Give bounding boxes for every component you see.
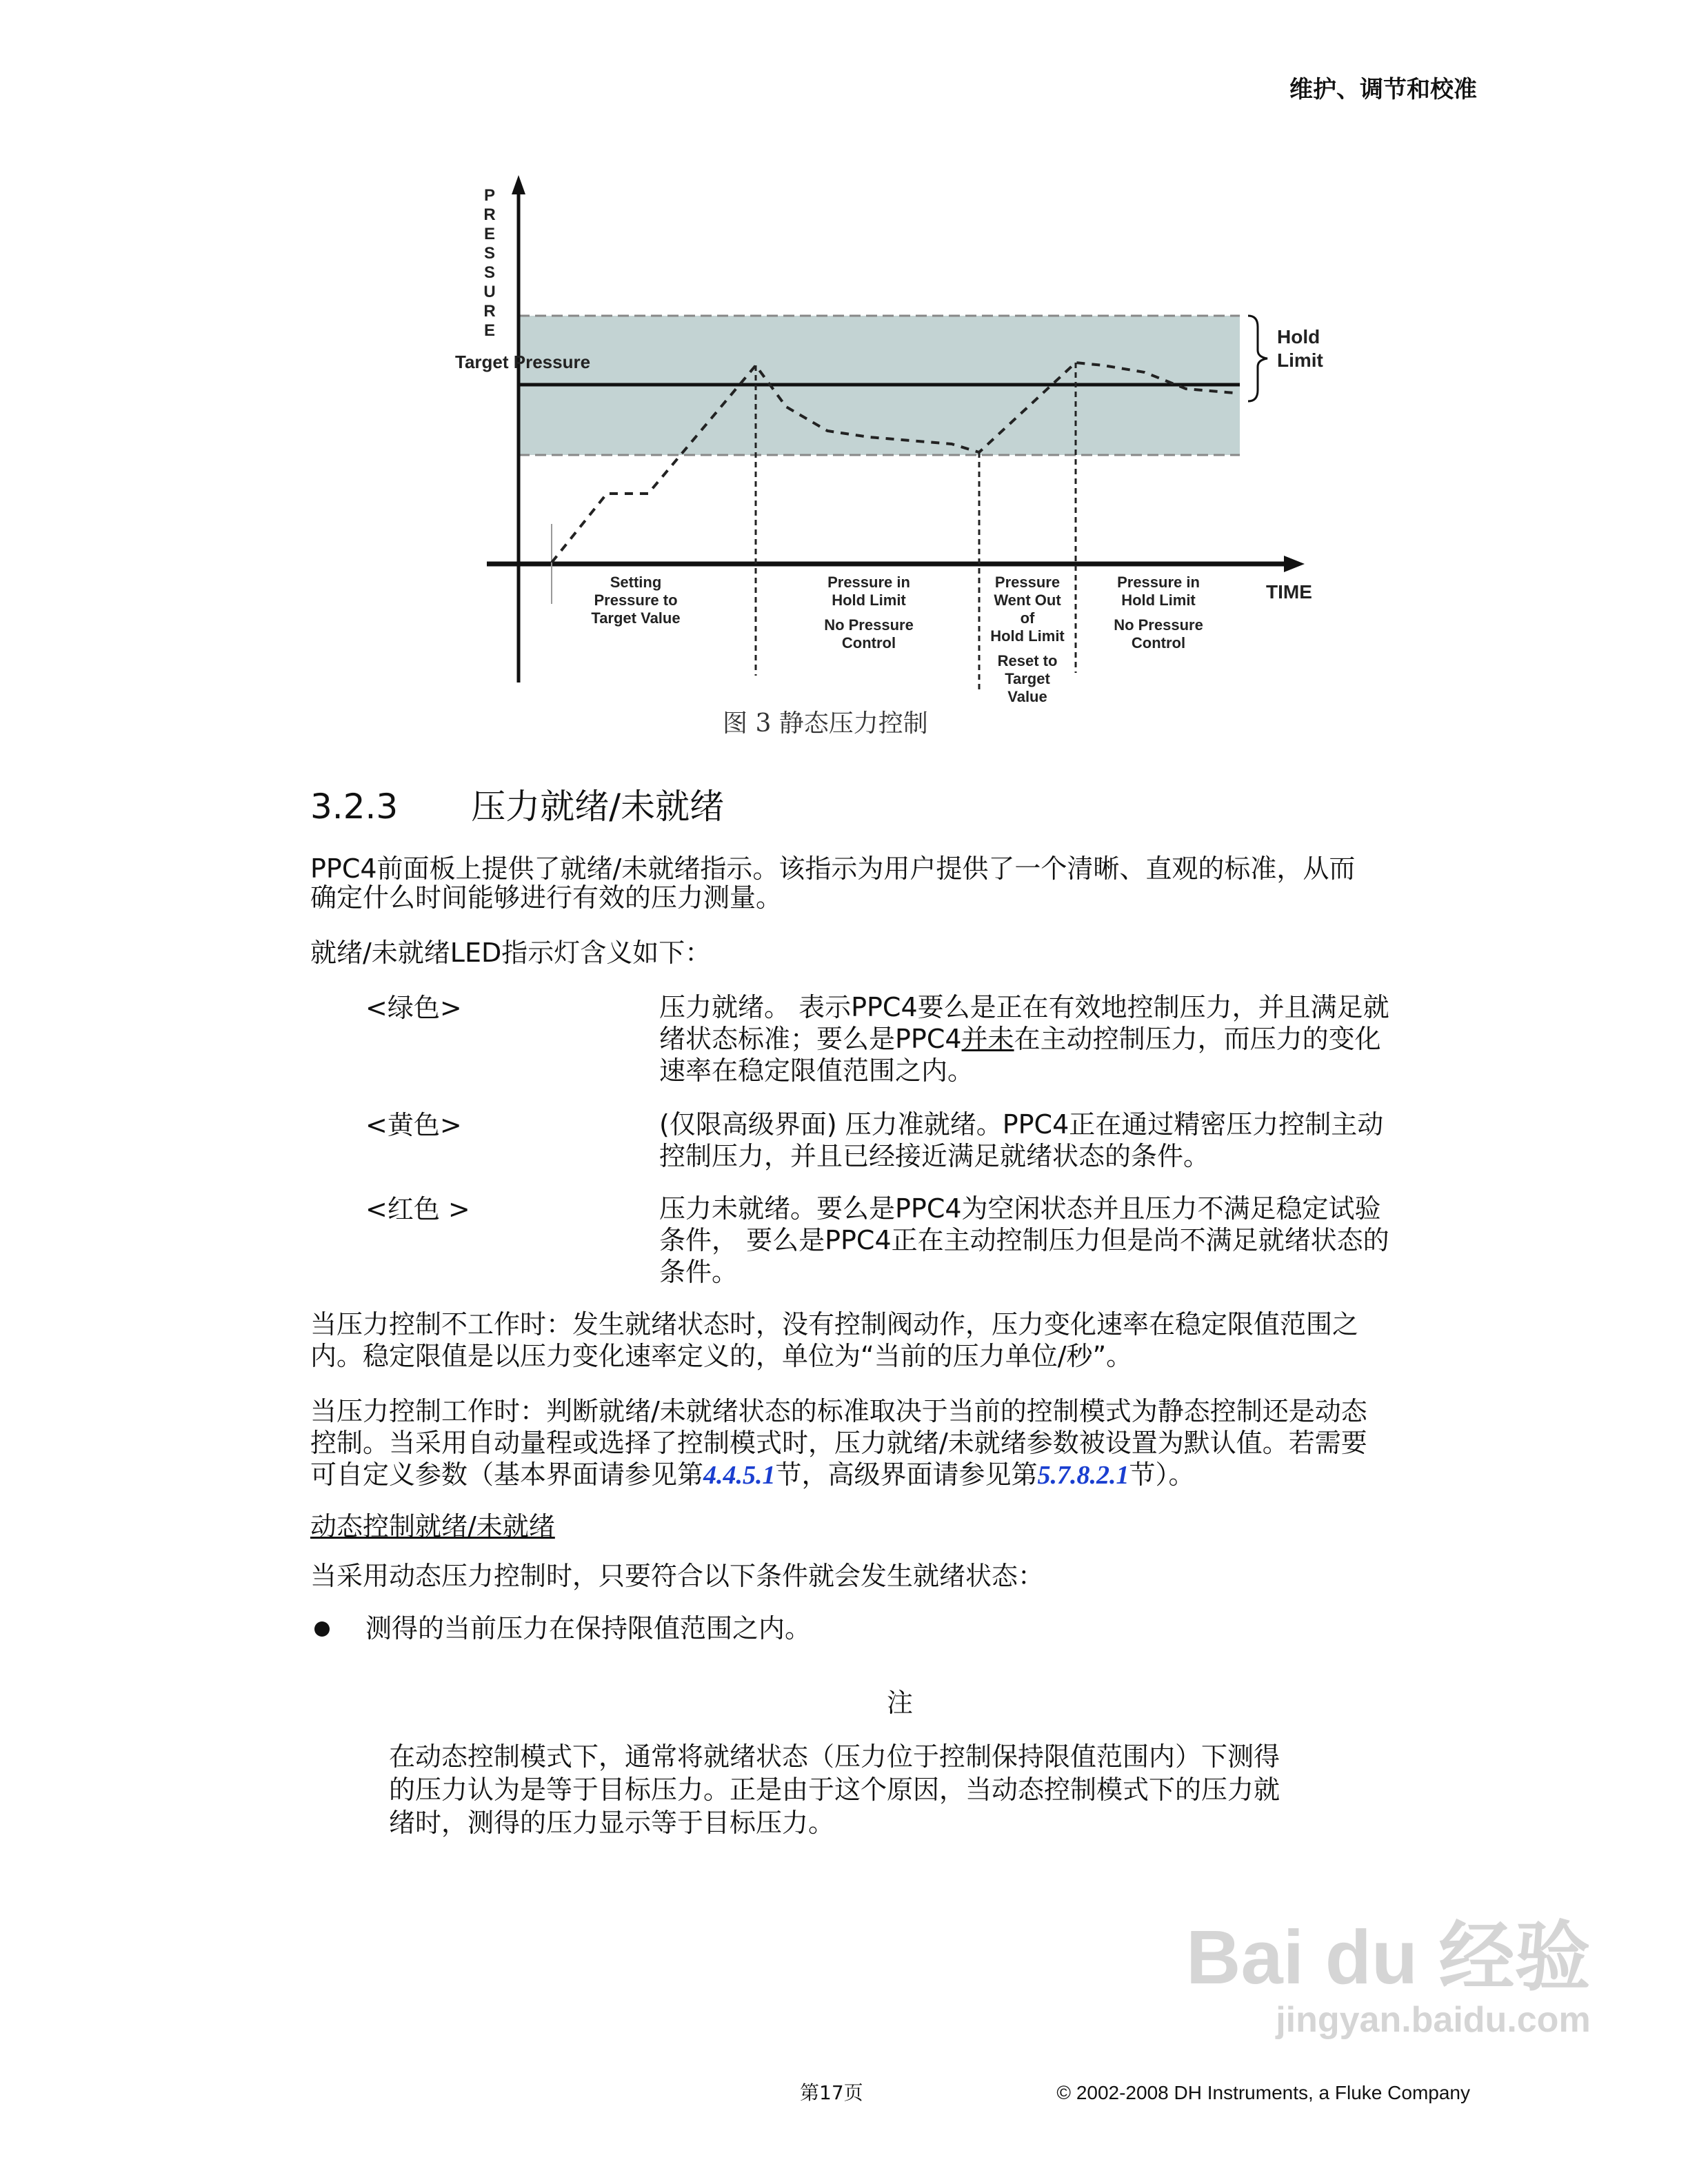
- hold-limit-label: Hold Limit: [1277, 326, 1323, 371]
- paragraph-control-off: 当压力控制不工作时：发生就绪状态时，没有控制阀动作，压力变化速率在稳定限值范围之 内。稳定限值是以压力变化速率定义的，单位为“当前的压力单位/秒”。: [310, 1309, 1359, 1371]
- target-pressure-label: Target Pressure: [455, 352, 591, 372]
- hold-limit-brace: [1248, 316, 1267, 401]
- led-desc-red: 压力未就绪。要么是PPC4为空闲状态并且压力不满足稳定试验 条件， 要么是PPC4正在主动控制压力但是尚不满足就绪状态的 条件。: [659, 1193, 1389, 1287]
- led-desc-yellow: (仅限高级界面) 压力准就绪。PPC4正在通过精密压力控制主动 控制压力，并且已经接近满足就绪状态的条件。: [659, 1109, 1384, 1171]
- running-header: 维护、调节和校准: [1289, 76, 1477, 103]
- page-number: 第17页: [800, 2081, 863, 2104]
- y-axis-arrow: [512, 175, 525, 194]
- section-link-4.4.5.1[interactable]: 4.4.5.1: [703, 1461, 776, 1490]
- section-link-5.7.8.2.1[interactable]: 5.7.8.2.1: [1037, 1461, 1129, 1490]
- led-label-green: <绿色>: [365, 993, 462, 1023]
- y-axis-label: PRESSURE: [483, 186, 496, 340]
- bullet-icon: [314, 1621, 330, 1637]
- paragraph-control-on: 当压力控制工作时：判断就绪/未就绪状态的标准取决于当前的控制模式为静态控制还是动态 控制。当采用自动量程或选择了控制模式时，压力就绪/未就绪参数被设置为默认值。若需要 可自定义参数（基本界面请参见第4.4.5.1节，高级界面请参见第5.7.8.2.1节）。: [310, 1396, 1367, 1490]
- section-heading: 3.2.3 压力就绪/未就绪: [310, 787, 725, 827]
- baidu-watermark: Bai du 经验 jingyan.baidu.com: [1186, 1915, 1591, 2040]
- x-axis-arrow: [1284, 556, 1305, 572]
- phase-label-hold: Pressure in Hold Limit No Pressure Control: [824, 574, 914, 651]
- copyright: © 2002-2008 DH Instruments, a Fluke Company: [1056, 2082, 1470, 2103]
- phase-label-hold-2: Pressure in Hold Limit No Pressure Control: [1114, 574, 1203, 651]
- phase-label-out: Pressure Went Out of Hold Limit Reset to Target Value: [990, 574, 1065, 705]
- x-axis-label: TIME: [1266, 581, 1312, 603]
- dynamic-heading: 动态控制就绪/未就绪: [310, 1511, 555, 1541]
- dynamic-intro: 当采用动态压力控制时，只要符合以下条件就会发生就绪状态：: [310, 1561, 1045, 1591]
- led-desc-green: 压力就绪。 表示PPC4要么是正在有效地控制压力，并且满足就 绪状态标准；要么是PPC4并未在主动控制压力，而压力的变化 速率在稳定限值范围之内。: [659, 992, 1389, 1086]
- note-body: 在动态控制模式下，通常将就绪状态（压力位于控制保持限值范围内）下测得 的压力认为是等于目标压力。正是由于这个原因，当动态控制模式下的压力就 绪时，测得的压力显示等于目标压力。: [389, 1741, 1280, 1838]
- bullet-item: 测得的当前压力在保持限值范围之内。: [365, 1613, 812, 1644]
- intro-paragraph: PPC4前面板上提供了就绪/未就绪指示。该指示为用户提供了一个清晰、直观的标准，从而 确定什么时间能够进行有效的压力测量。: [310, 853, 1356, 913]
- note-title: 注: [887, 1688, 914, 1718]
- led-label-red: <红色 >: [365, 1194, 470, 1224]
- phase-label-setting: Setting Pressure to Target Value: [591, 574, 681, 627]
- led-intro: 就绪/未就绪LED指示灯含义如下：: [310, 938, 712, 968]
- static-pressure-figure: [414, 165, 1379, 717]
- led-label-yellow: <黄色>: [365, 1110, 462, 1140]
- figure-caption: 图 3 静态压力控制: [723, 709, 928, 738]
